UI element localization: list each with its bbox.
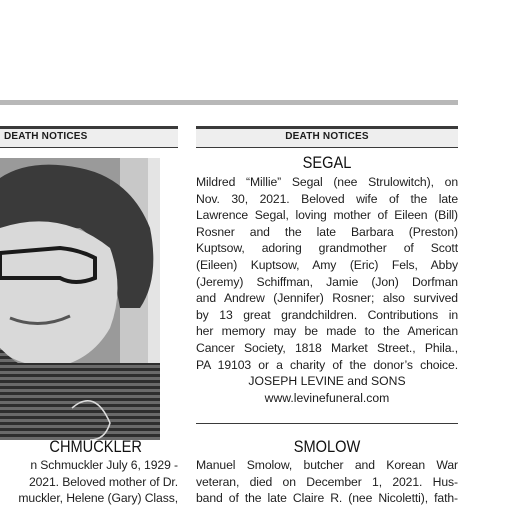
portrait-image xyxy=(0,158,160,440)
text-line: (Jeremy) Schiffman, Jamie (Jon) Dorfman xyxy=(196,274,458,289)
text-line: Mildred “Millie” Segal (nee Strulowitch), on xyxy=(196,175,458,189)
funeral-home-url: www.levinefuneral.com xyxy=(264,391,390,405)
top-rule xyxy=(0,100,458,105)
obituary-photo xyxy=(0,158,160,440)
obituary-name-segal: SEGAL xyxy=(302,153,352,172)
obituary-text-smolow xyxy=(196,457,458,507)
obituary-name-schmuckler: CHMUCKLER xyxy=(49,437,143,456)
obituary-text-segal xyxy=(196,174,458,373)
text-line: by 13 great grandchildren. Contributions in xyxy=(196,307,458,322)
text-line: Rosner and the late Barbara (Preston) xyxy=(196,224,458,239)
notice-divider xyxy=(196,423,458,424)
text-line: Cancer Society, 1818 Market Street., Phila., xyxy=(196,340,458,355)
text-line: and Andrew (Jennifer) Rosner; also survived xyxy=(196,291,458,306)
obituary-name-smolow: SMOLOW xyxy=(293,437,361,456)
section-header-right: DEATH NOTICES xyxy=(196,126,458,148)
text-line: Manuel Smolow, butcher and Korean War xyxy=(196,458,458,472)
text-line: band of the late Claire R. (nee Nicoletti), fath- xyxy=(196,491,458,506)
funeral-home-name: JOSEPH LEVINE and SONS xyxy=(248,374,406,388)
text-line: Kuptsow, adoring grandmother of Scott xyxy=(196,241,458,256)
text-line: her memory may be made to the American xyxy=(196,324,458,339)
text-line: 2021. Beloved mother of Dr. xyxy=(28,474,178,489)
text-line: Nov. 30, 2021. Beloved wife of the late xyxy=(196,191,458,206)
text-line: Lawrence Segal, loving mother of Eileen (Bill) xyxy=(196,208,458,223)
text-line: n Schmuckler July 6, 1929 - xyxy=(30,458,178,472)
section-header-left: DEATH NOTICES xyxy=(0,126,178,148)
text-line: veteran, died on December 1, 2021. Hus- xyxy=(196,474,458,489)
text-line: muckler, Helene (Gary) Class, xyxy=(18,491,178,506)
obituary-text-schmuckler xyxy=(0,457,178,507)
text-line: (Eileen) Kuptsow, Amy (Eric) Fels, Abby xyxy=(196,257,458,272)
text-line: PA 19103 or a charity of the donor’s choice. xyxy=(196,357,458,372)
